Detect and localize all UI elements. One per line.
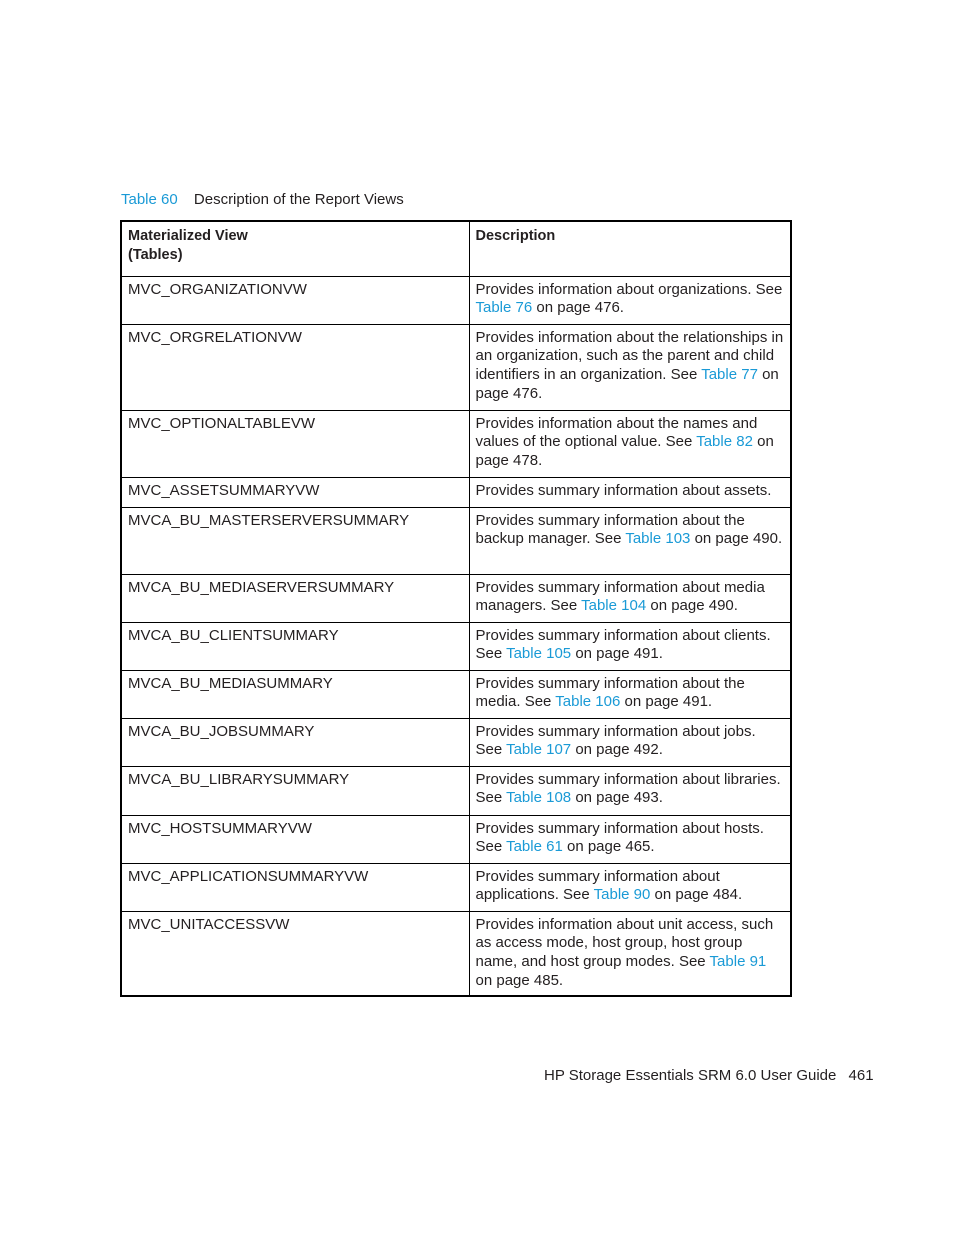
header-col1-line1: Materialized View bbox=[128, 228, 248, 244]
footer-guide-title: HP Storage Essentials SRM 6.0 User Guide bbox=[544, 1067, 837, 1084]
description-text: Provides summary information about applications. See bbox=[475, 867, 720, 904]
view-name-cell: MVC_ORGRELATIONVW bbox=[122, 324, 469, 410]
table-row bbox=[122, 911, 790, 997]
view-name-cell: MVCA_BU_LIBRARYSUMMARY bbox=[122, 766, 469, 815]
description-cell bbox=[469, 477, 790, 507]
table-caption-label: Table 60 bbox=[121, 191, 178, 208]
description-text: Provides summary information about clients. See bbox=[475, 626, 771, 663]
table-row bbox=[122, 766, 790, 815]
description-text: Provides summary information about the media. See bbox=[475, 674, 745, 711]
page-reference-text: on page 492. bbox=[571, 741, 663, 759]
table-reference-link[interactable]: Table 82 bbox=[696, 433, 753, 451]
header-col1-line2: (Tables) bbox=[128, 246, 183, 263]
page-reference-text: on page 493. bbox=[571, 789, 663, 807]
description-text: Provides summary information about the backup manager. See bbox=[475, 511, 745, 548]
table-row bbox=[122, 324, 790, 410]
description-cell bbox=[469, 276, 790, 324]
description-text: Provides summary information about assets. bbox=[475, 481, 772, 499]
table-reference-link[interactable]: Table 91 bbox=[709, 953, 767, 971]
report-views-table bbox=[122, 222, 790, 997]
description-cell bbox=[469, 324, 790, 410]
description-cell bbox=[469, 718, 790, 766]
description-cell bbox=[469, 863, 790, 911]
description-text: Provides information about the names and values of the optional value. See bbox=[475, 414, 758, 451]
table-reference-link[interactable]: Table 77 bbox=[701, 366, 758, 384]
description-text: Provides information about unit access, such as access mode, host group, host group name, and host group modes. See bbox=[475, 915, 774, 971]
page-reference-text: on page 485. bbox=[475, 971, 564, 989]
table-reference-link[interactable]: Table 105 bbox=[506, 645, 572, 663]
page-footer bbox=[544, 1067, 874, 1085]
table-caption-title: Description of the Report Views bbox=[193, 191, 404, 208]
view-name-cell: MVC_APPLICATIONSUMMARYVW bbox=[122, 863, 469, 911]
page-reference-text: on page 491. bbox=[620, 693, 713, 711]
table-reference-link[interactable]: Table 107 bbox=[506, 741, 572, 759]
header-description: Description bbox=[469, 222, 790, 276]
view-name-cell: MVCA_BU_MASTERSERVERSUMMARY bbox=[122, 507, 469, 574]
report-views-table-frame bbox=[120, 220, 792, 997]
table-reference-link[interactable]: Table 104 bbox=[581, 597, 647, 615]
table-row bbox=[122, 410, 790, 477]
view-name-cell: MVC_OPTIONALTABLEVW bbox=[122, 410, 469, 477]
page-reference-text: on page 491. bbox=[571, 645, 663, 663]
description-cell bbox=[469, 911, 790, 997]
table-header-row bbox=[122, 222, 790, 276]
description-cell bbox=[469, 670, 790, 718]
footer-page-number: 461 bbox=[848, 1067, 874, 1084]
description-cell bbox=[469, 410, 790, 477]
page-reference-text: on page 484. bbox=[650, 886, 743, 904]
view-name-cell: MVC_UNITACCESSVW bbox=[122, 911, 469, 997]
table-row bbox=[122, 574, 790, 622]
description-cell bbox=[469, 622, 790, 670]
table-reference-link[interactable]: Table 103 bbox=[625, 530, 691, 548]
page-reference-text: on page 476. bbox=[475, 366, 779, 402]
description-cell bbox=[469, 815, 790, 863]
table-row bbox=[122, 718, 790, 766]
view-name-cell: MVCA_BU_JOBSUMMARY bbox=[122, 718, 469, 766]
description-cell bbox=[469, 507, 790, 574]
description-text: Provides summary information about jobs. See bbox=[475, 722, 756, 759]
description-text: Provides summary information about libraries. See bbox=[475, 770, 781, 807]
description-text: Provides summary information about hosts. See bbox=[475, 819, 764, 856]
table-reference-link[interactable]: Table 106 bbox=[555, 693, 621, 711]
header-materialized-view bbox=[122, 222, 469, 276]
table-row bbox=[122, 477, 790, 507]
table-row bbox=[122, 507, 790, 574]
view-name-cell: MVCA_BU_CLIENTSUMMARY bbox=[122, 622, 469, 670]
table-row bbox=[122, 815, 790, 863]
view-name-cell: MVC_ORGANIZATIONVW bbox=[122, 276, 469, 324]
view-name-cell: MVC_ASSETSUMMARYVW bbox=[122, 477, 469, 507]
table-reference-link[interactable]: Table 76 bbox=[475, 299, 533, 317]
description-cell bbox=[469, 574, 790, 622]
view-name-cell: MVCA_BU_MEDIASERVERSUMMARY bbox=[122, 574, 469, 622]
page-reference-text: on page 476. bbox=[532, 299, 624, 317]
table-reference-link[interactable]: Table 90 bbox=[593, 886, 651, 904]
description-text: Provides information about organizations. See bbox=[475, 280, 783, 298]
description-cell bbox=[469, 766, 790, 815]
table-row bbox=[122, 670, 790, 718]
table-row bbox=[122, 276, 790, 324]
page-reference-text: on page 490. bbox=[646, 597, 738, 615]
table-row bbox=[122, 622, 790, 670]
view-name-cell: MVC_HOSTSUMMARYVW bbox=[122, 815, 469, 863]
table-reference-link[interactable]: Table 108 bbox=[506, 789, 572, 807]
table-caption bbox=[121, 191, 404, 209]
page-reference-text: on page 490. bbox=[690, 530, 783, 548]
page-reference-text: on page 478. bbox=[475, 433, 774, 470]
view-name-cell: MVCA_BU_MEDIASUMMARY bbox=[122, 670, 469, 718]
page-reference-text: on page 465. bbox=[562, 838, 655, 856]
table-row bbox=[122, 863, 790, 911]
description-text: Provides summary information about media managers. See bbox=[475, 578, 765, 615]
description-text: Provides information about the relationships in an organization, such as the parent and child identifiers in an organization. See bbox=[475, 328, 784, 384]
table-reference-link[interactable]: Table 61 bbox=[506, 838, 563, 856]
